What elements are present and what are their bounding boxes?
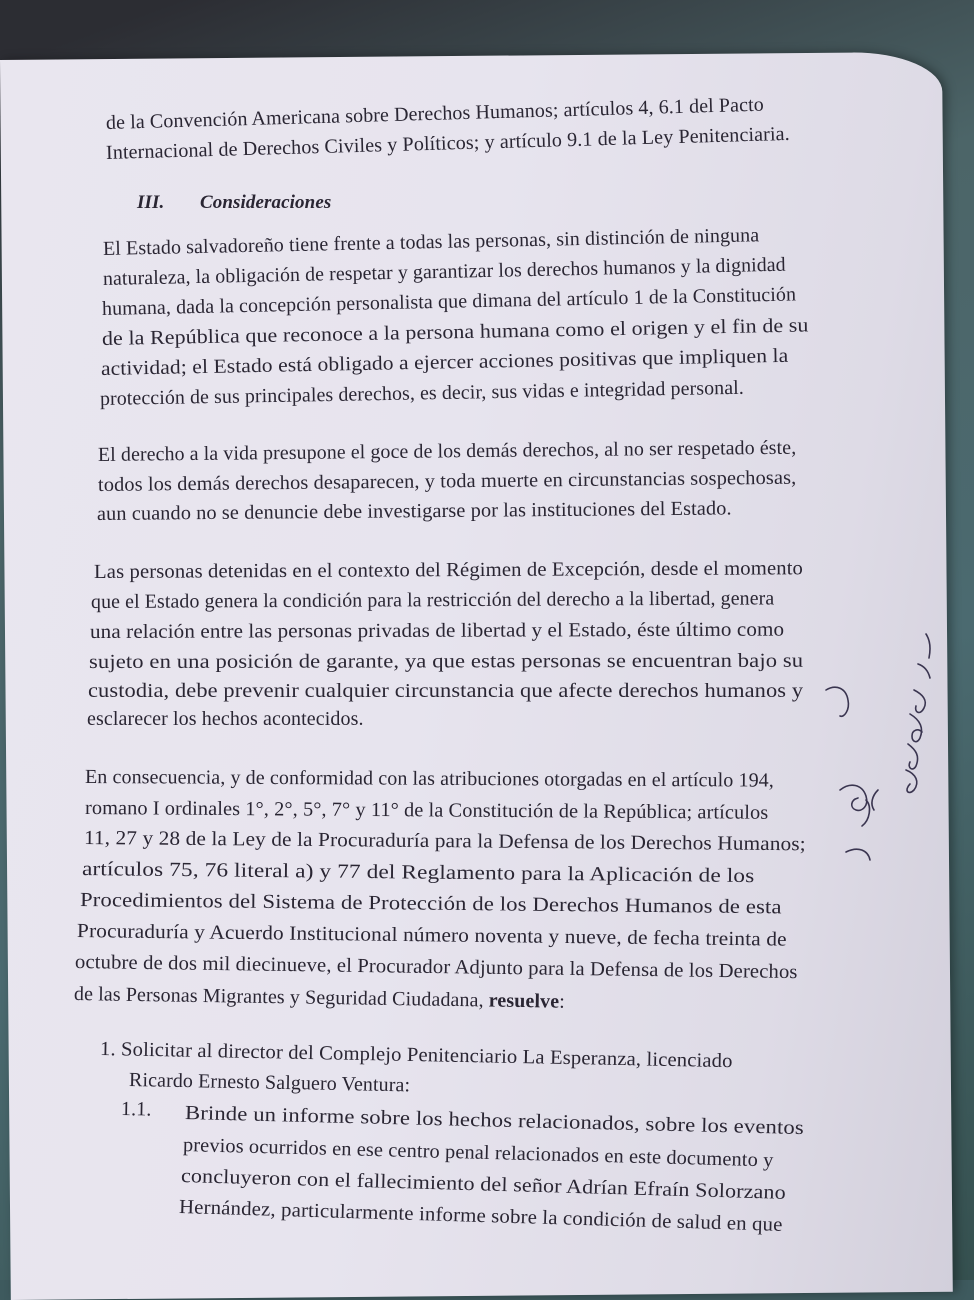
paragraph-line: humana, dada la concepción personalista que dimana del artículo 1 de la Constitución: [101, 283, 797, 320]
paragraph-line: protección de sus principales derechos, es decir, sus vidas e integridad personal.: [99, 376, 745, 410]
sub-item-line: Brinde un informe sobre los hechos relacionados, sobre los eventos: [184, 1102, 805, 1140]
paragraph-line: de la República que reconoce a la persona humana como el origen y el fin de su: [101, 314, 809, 350]
paragraph-line: artículos 75, 76 literal a) y 77 del Reglamento para la Aplicación de los: [81, 858, 755, 888]
resolve-keyword: resuelve: [488, 989, 560, 1013]
sub-item-number: 1.1.: [120, 1098, 152, 1121]
list-item: Ricardo Ernesto Salguero Ventura:: [128, 1069, 411, 1097]
section-title: Consideraciones: [200, 192, 332, 213]
paragraph-line: aun cuando no se denuncie debe investigarse por las instituciones del Estado.: [96, 497, 732, 525]
paragraph-line: custodia, debe prevenir cualquier circunstancia que afecte derechos humanos y: [88, 680, 804, 702]
sub-item-line: previos ocurridos en ese centro penal relacionados en este documento y: [182, 1134, 774, 1172]
section-number: III.: [137, 192, 165, 213]
sub-item-line: Hernández, particularmente informe sobre la condición de salud en que: [178, 1196, 783, 1236]
paragraph-line-end: :: [559, 990, 566, 1013]
paragraph-line: En consecuencia, y de conformidad con las atribuciones otorgadas en el artículo 194,: [84, 766, 774, 792]
paragraph-line: naturaleza, la obligación de respetar y garantizar los derechos humanos y la dignidad: [102, 253, 786, 290]
paragraph-line: sujeto en una posición de garante, ya que estas personas se encuentran bajo su: [88, 649, 804, 673]
paragraph-line: El Estado salvadoreño tiene frente a todas las personas, sin distinción de ninguna: [102, 224, 760, 260]
paragraph-line: actividad; el Estado está obligado a ejercer acciones positivas que impliquen la: [100, 344, 789, 380]
paragraph-line: esclarecer los hechos acontecidos.: [87, 708, 364, 730]
paragraph-line: 11, 27 y 28 de la Ley de la Procuraduría para la Defensa de los Derechos Humanos;: [83, 827, 806, 856]
paragraph-line: Procuraduría y Acuerdo Institucional número noventa y nueve, de fecha treinta de: [76, 920, 787, 951]
paragraph-line: El derecho a la vida presupone el goce de los demás derechos, al no ser respetado éste,: [97, 436, 797, 466]
paragraph-line: romano I ordinales 1°, 2°, 5°, 7° y 11° de la Constitución de la República; artículos: [84, 797, 769, 824]
sub-item-line: concluyeron con el fallecimiento del señor Adrían Efraín Solorzano: [180, 1165, 787, 1204]
intro-line: Internacional de Derechos Civiles y Políticos; y artículo 9.1 de la Ley Penitenciaria.: [105, 122, 791, 164]
paragraph-line: octubre de dos mil diecinueve, el Procurador Adjunto para la Defensa de los Derechos: [74, 951, 798, 984]
paragraph-line: que el Estado genera la condición para la restricción del derecho a la libertad, genera: [90, 587, 775, 613]
paragraph-line-text: de las Personas Migrantes y Seguridad Ciudadana,: [73, 983, 489, 1012]
list-item: 1. Solicitar al director del Complejo Penitenciario La Esperanza, licenciado: [99, 1038, 733, 1073]
paragraph-line: una relación entre las personas privadas de libertad y el Estado, éste último como: [89, 618, 785, 643]
intro-line: de la Convención Americana sobre Derechos Humanos; artículos 4, 6.1 del Pacto: [105, 93, 765, 134]
paragraph-line: Las personas detenidas en el contexto del Régimen de Excepción, desde el momento: [93, 557, 804, 583]
paragraph-line: Procedimientos del Sistema de Protección de los Derechos Humanos de esta: [79, 889, 782, 919]
paragraph-line: todos los demás derechos desaparecen, y toda muerte en circunstancias sospechosas,: [97, 466, 797, 496]
